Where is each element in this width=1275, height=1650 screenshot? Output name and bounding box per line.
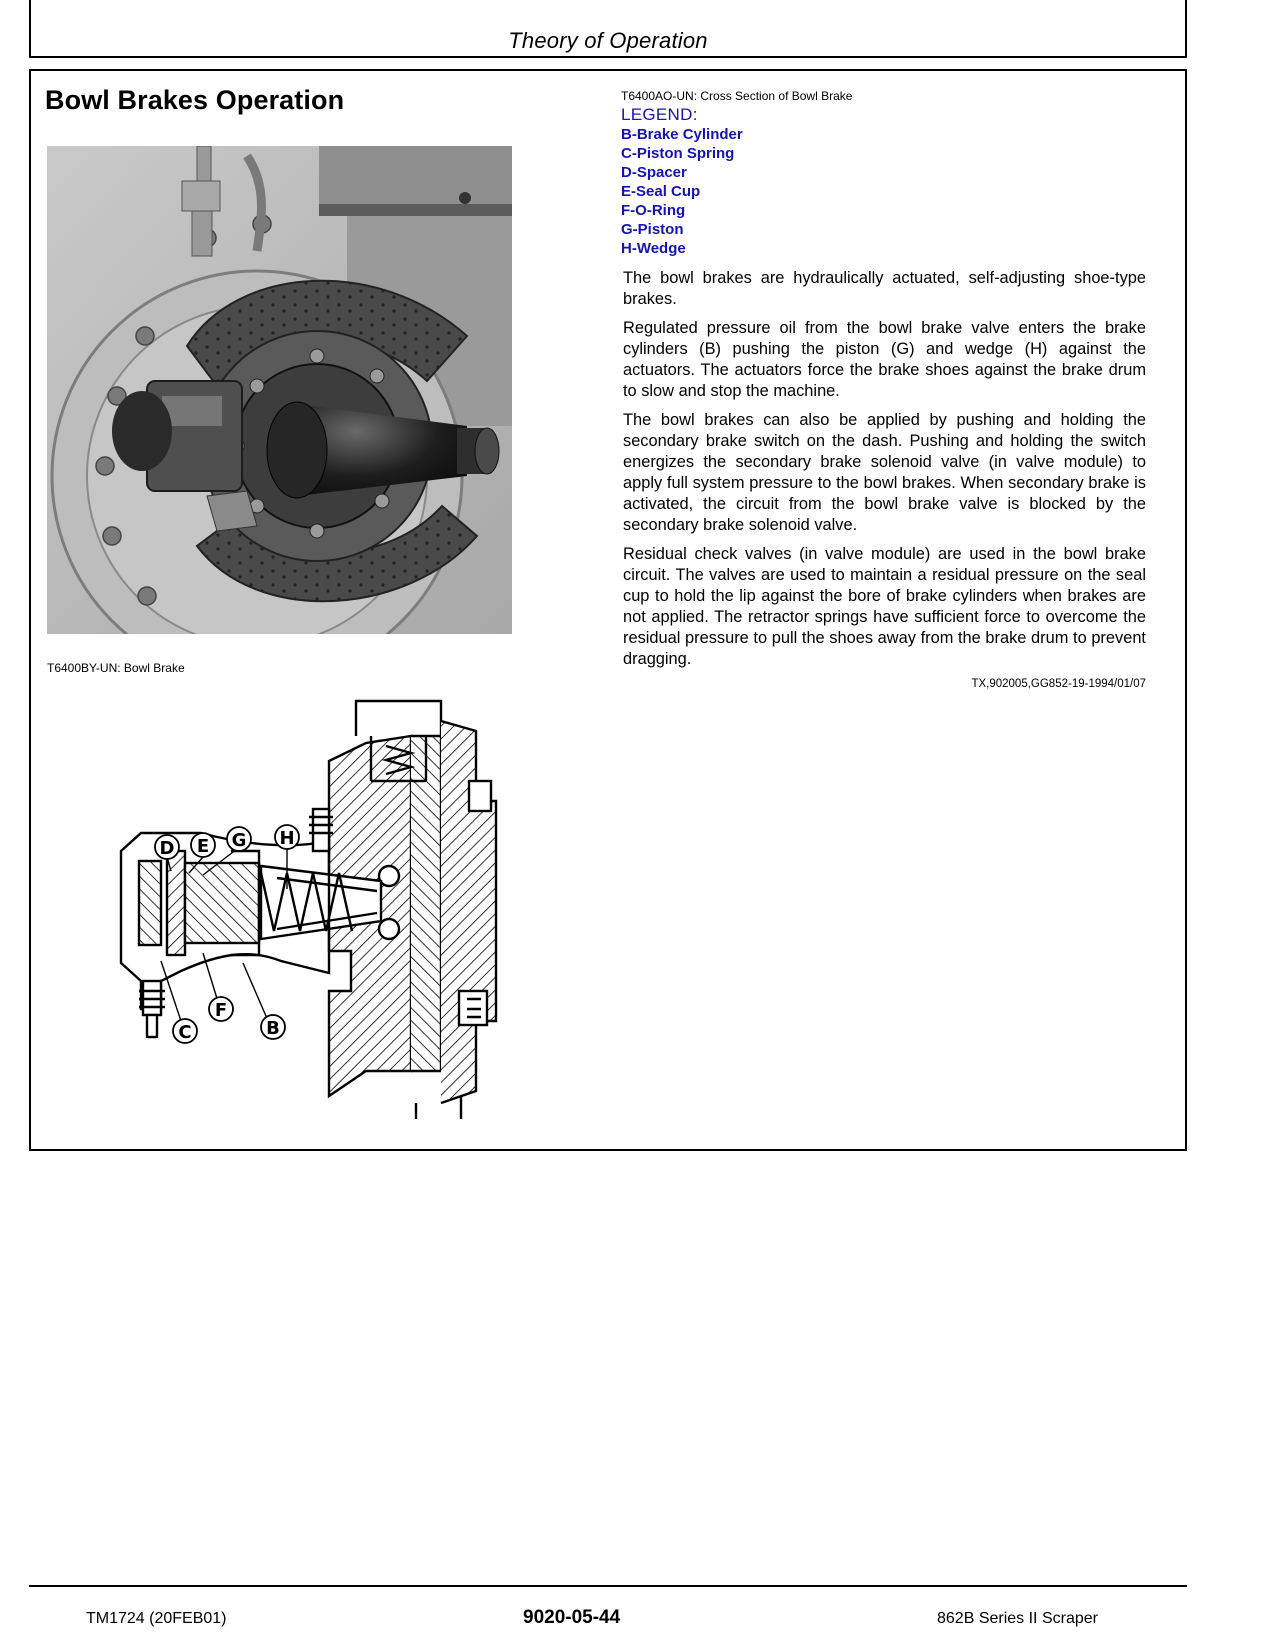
header-title: Theory of Operation [508,28,708,53]
reference-code: TX,902005,GG852-19-1994/01/07 [971,678,1146,690]
text-column [621,88,1146,690]
callout-e [191,833,215,857]
paragraph: Residual check valves (in valve module) are used in the bowl brake circuit. The valves are used to maintain a residual pressure on the seal cup to hold the lip against the bore of brake cylinders when brakes are not applied. The retractor springs have sufficient force to overcome the residual pressure to pull the shoes away from the brake drum to prevent dragging. [623,545,1146,668]
legend-list [621,125,1146,258]
section-title: Bowl Brakes Operation [45,85,345,115]
callout-h-label: H [279,828,295,849]
callout-c-label: C [178,1022,192,1043]
callout-d [155,835,179,859]
callout-h [275,825,299,849]
callout-f-label: F [214,1000,228,1021]
photo-caption: T6400BY-UN: Bowl Brake [47,661,185,675]
paragraph: The bowl brakes are hydraulically actuated, self-adjusting shoe-type brakes. [623,269,1146,308]
callout-d-label: D [159,838,175,859]
callout-b [261,1015,285,1039]
legend-item: B-Brake Cylinder [621,126,743,143]
body-text [621,268,1146,690]
bowl-brake-cross-section [81,691,531,1119]
paragraph: The bowl brakes can also be applied by pushing and holding the secondary brake switch on the dash. Pushing and holding the switch energizes the secondary brake solenoid valve (in valve module) to apply full system pressure to the bowl brakes. When secondary brake is activated, the circuit from the bowl brake valve is blocked by the secondary brake solenoid valve. [623,411,1146,534]
footer-manual-id: TM1724 (20FEB01) [86,1610,227,1627]
legend-item: D-Spacer [621,164,687,181]
callout-f [209,997,233,1021]
callout-g-label: G [231,830,247,851]
footer-machine-name: 862B Series II Scraper [937,1610,1098,1627]
callout-g [227,827,251,851]
page-header [29,0,1187,58]
legend-item: E-Seal Cup [621,183,701,200]
legend-item: H-Wedge [621,240,686,257]
legend-title: LEGEND: [621,105,698,124]
content-frame [29,69,1187,1151]
callout-e-label: E [196,836,210,857]
footer-rule [29,1585,1187,1587]
legend-item: C-Piston Spring [621,145,735,162]
cross-section-caption: T6400AO-UN: Cross Section of Bowl Brake [621,89,853,103]
callout-b-label: B [266,1018,280,1039]
bowl-brake-photo [47,146,512,634]
callout-c [173,1019,197,1043]
legend-item: F-O-Ring [621,202,686,219]
footer-page-number: 9020-05-44 [523,1607,621,1628]
legend-item: G-Piston [621,221,684,238]
paragraph: Regulated pressure oil from the bowl brake valve enters the brake cylinders (B) pushing the piston (G) and wedge (H) against the actuators. The actuators force the brake shoes against the brake drum to slow and stop the machine. [623,319,1146,400]
